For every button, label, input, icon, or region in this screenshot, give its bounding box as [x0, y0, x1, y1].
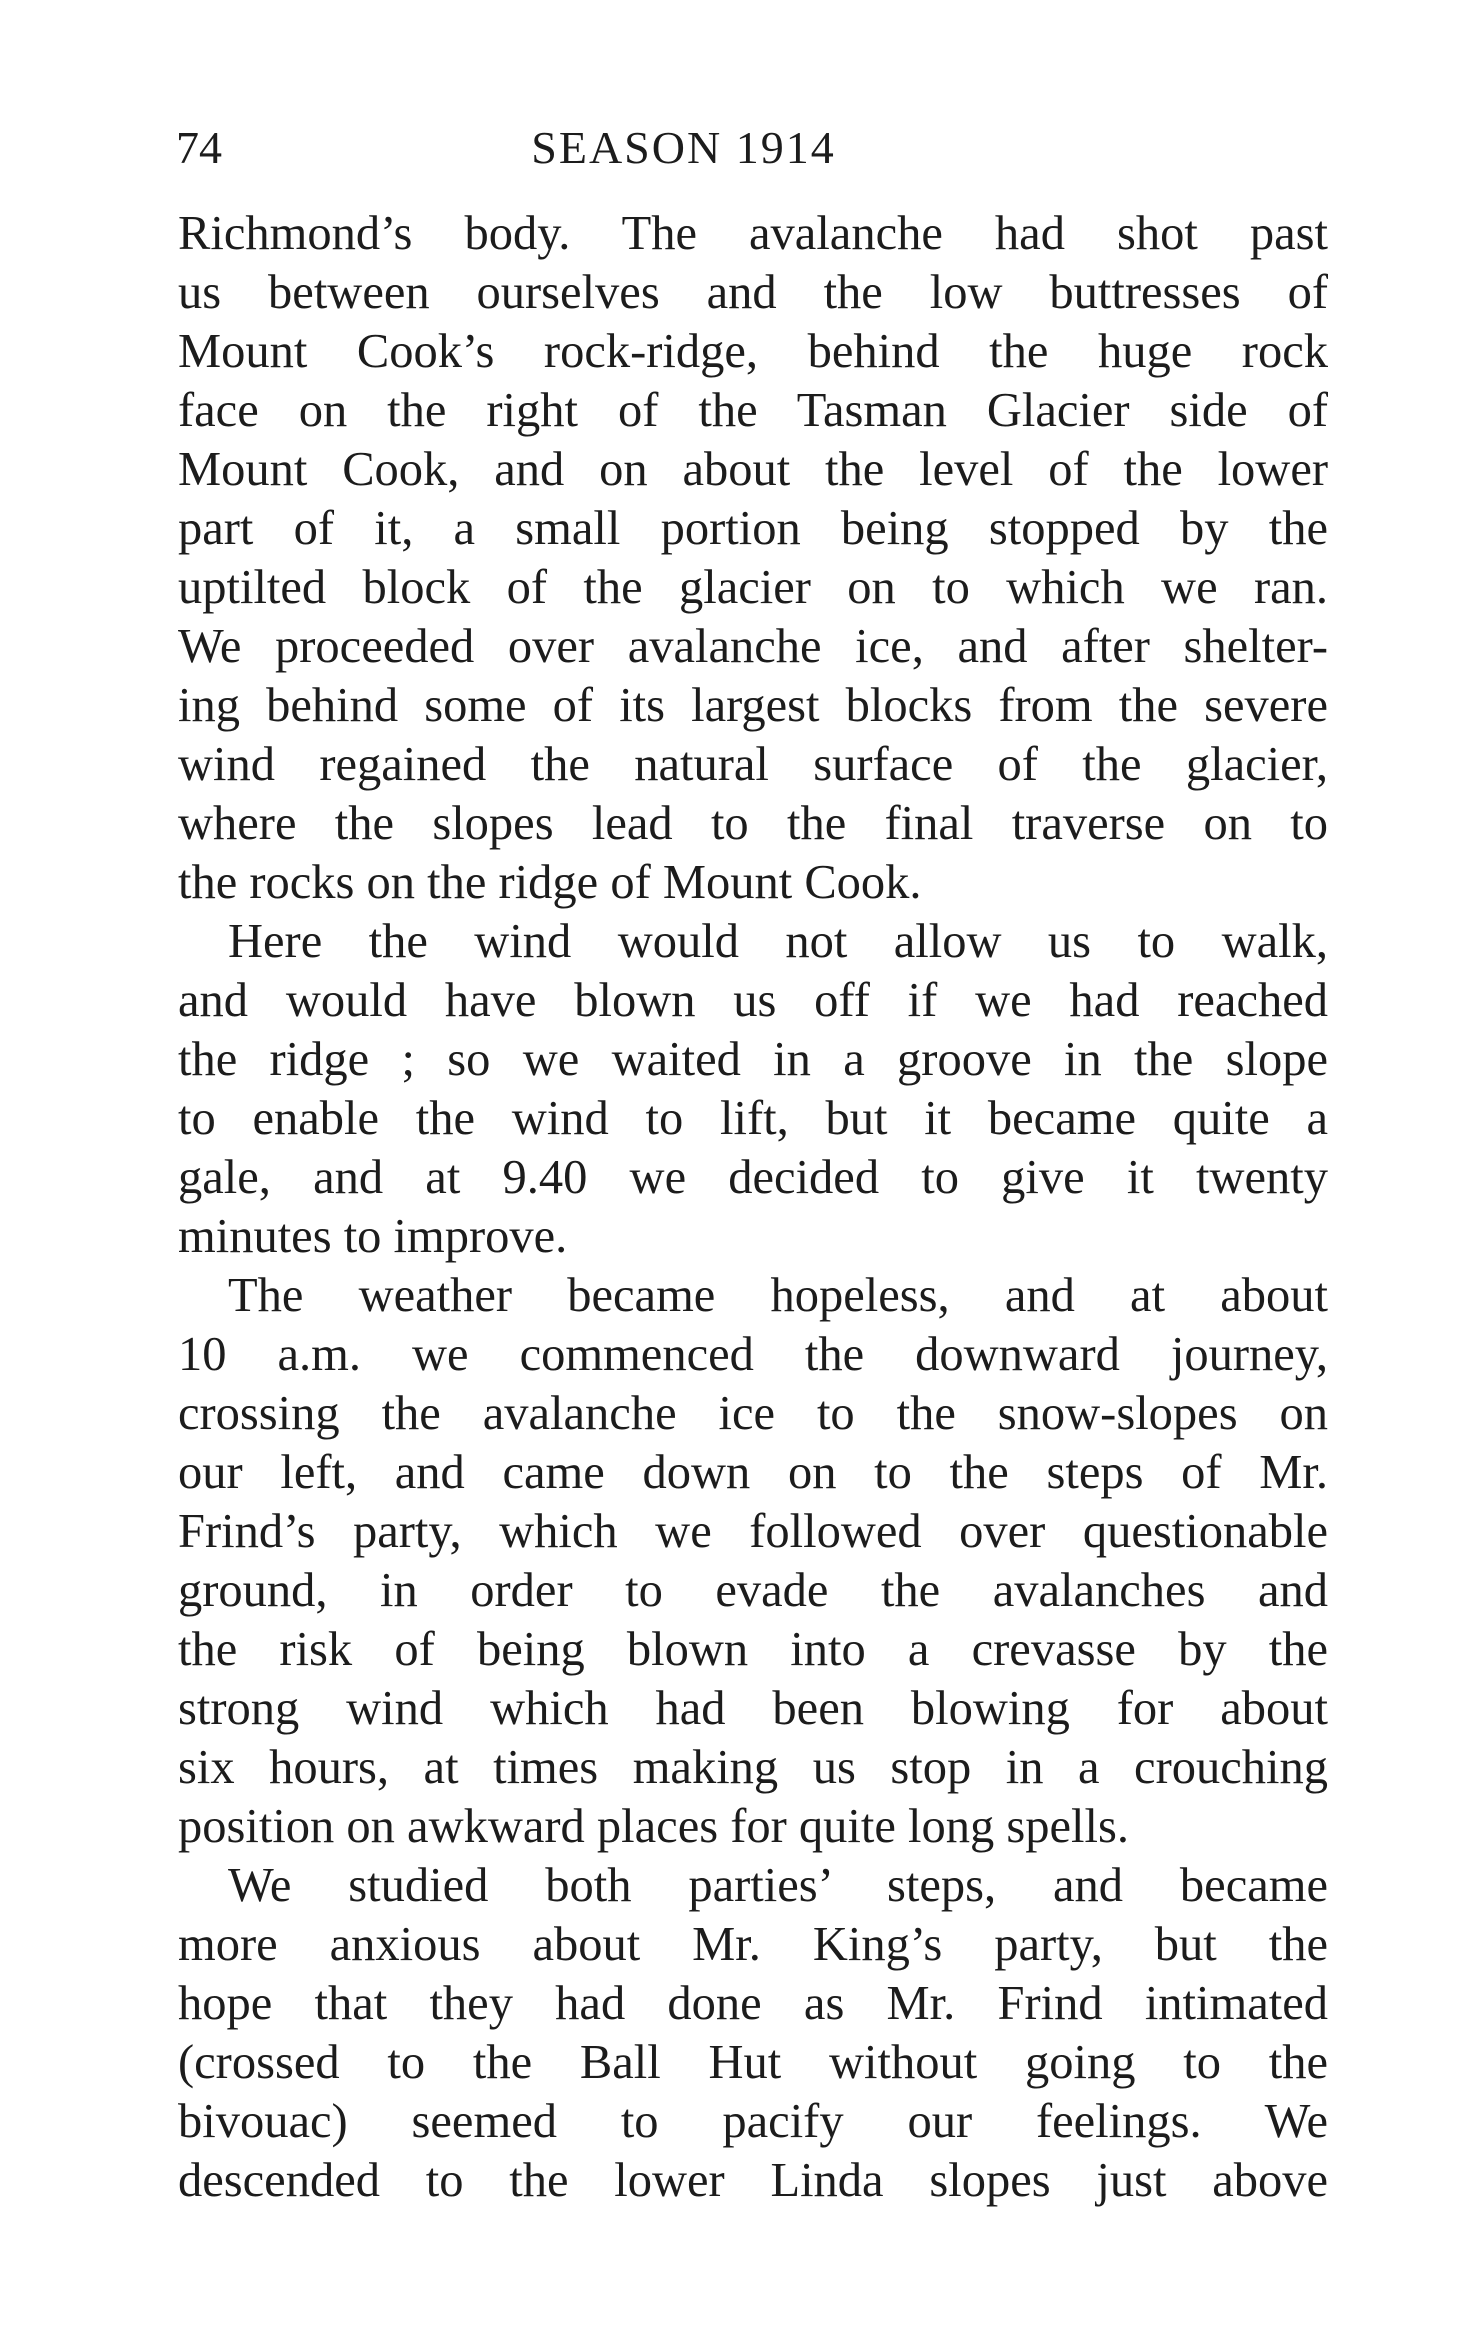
text-line: gale, and at 9.40 we decided to give it twenty — [178, 1151, 1328, 1204]
text-line: six hours, at times making us stop in a crouching — [178, 1741, 1328, 1794]
text-line: the risk of being blown into a crevasse by the — [178, 1623, 1328, 1676]
text-line: position on awkward places for quite long spells. — [178, 1800, 1129, 1853]
text-line: (crossed to the Ball Hut without going to the — [178, 2036, 1328, 2089]
page-number: 74 — [176, 122, 222, 173]
text-line: wind regained the natural surface of the glacier, — [178, 738, 1328, 791]
text-line: the rocks on the ridge of Mount Cook. — [178, 856, 922, 909]
text-line: part of it, a small portion being stopped by the — [178, 502, 1328, 555]
text-line: Mount Cook, and on about the level of the lower — [178, 443, 1328, 496]
text-line: crossing the avalanche ice to the snow-slopes on — [178, 1387, 1328, 1440]
text-line: descended to the lower Linda slopes just above — [178, 2154, 1328, 2207]
text-line: ground, in order to evade the avalanches and — [178, 1564, 1328, 1617]
text-line: minutes to improve. — [178, 1210, 568, 1263]
text-line: Here the wind would not allow us to walk, — [228, 915, 1328, 968]
text-line: our left, and came down on to the steps of Mr. — [178, 1446, 1328, 1499]
text-line: We proceeded over avalanche ice, and after shelter- — [178, 620, 1328, 673]
text-line: Richmond’s body. The avalanche had shot past — [178, 207, 1328, 260]
page-header — [176, 118, 1326, 178]
text-line: Frind’s party, which we followed over questionable — [178, 1505, 1328, 1558]
text-line: ing behind some of its largest blocks from the severe — [178, 679, 1328, 732]
text-line: bivouac) seemed to pacify our feelings. We — [178, 2095, 1328, 2148]
text-line: the ridge ; so we waited in a groove in the slope — [178, 1033, 1328, 1086]
text-line: us between ourselves and the low buttresses of — [178, 266, 1328, 319]
running-title: SEASON 1914 — [531, 122, 836, 173]
text-line: to enable the wind to lift, but it became quite a — [178, 1092, 1328, 1145]
text-line: We studied both parties’ steps, and became — [228, 1859, 1328, 1912]
text-line: uptilted block of the glacier on to which we ran. — [178, 561, 1328, 614]
text-line: The weather became hopeless, and at about — [228, 1269, 1328, 1322]
text-line: 10 a.m. we commenced the downward journey, — [178, 1328, 1328, 1381]
text-line: Mount Cook’s rock-ridge, behind the huge rock — [178, 325, 1328, 378]
text-line: face on the right of the Tasman Glacier side of — [178, 384, 1328, 437]
text-line: more anxious about Mr. King’s party, but the — [178, 1918, 1328, 1971]
text-line: strong wind which had been blowing for about — [178, 1682, 1328, 1735]
text-line: where the slopes lead to the final traverse on to — [178, 797, 1328, 850]
text-line: hope that they had done as Mr. Frind intimated — [178, 1977, 1328, 2030]
text-line: and would have blown us off if we had reached — [178, 974, 1328, 1027]
body-text — [178, 204, 1328, 2210]
